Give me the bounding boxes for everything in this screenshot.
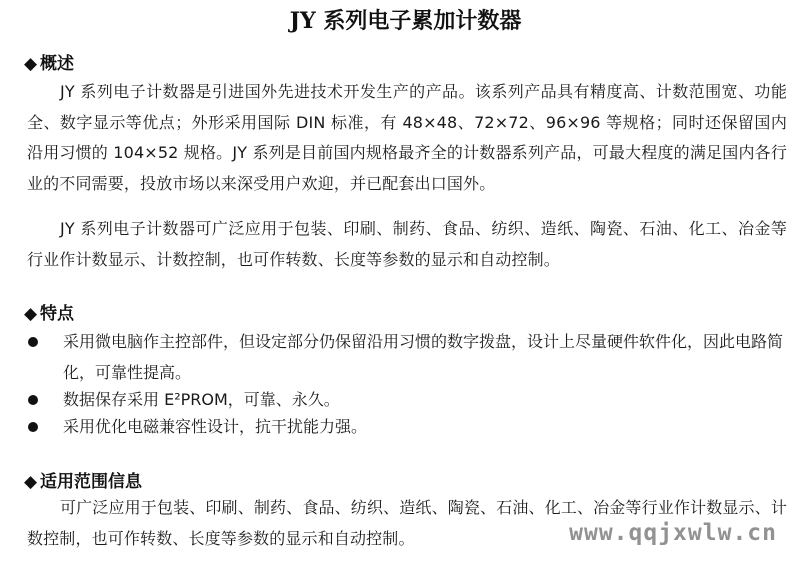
diamond-bullet-icon: ◆ [24, 472, 38, 492]
features-heading [24, 302, 74, 326]
feature-item [28, 385, 788, 416]
bullet-dot-icon [28, 337, 38, 347]
feature-item-text: 采用优化电磁兼容性设计，抗干扰能力强。 [63, 417, 368, 436]
feature-item [28, 412, 788, 443]
overview-heading-text: 概述 [40, 54, 74, 74]
features-heading-text: 特点 [40, 304, 74, 324]
diamond-bullet-icon: ◆ [24, 304, 38, 324]
applications-heading [24, 470, 142, 494]
applications-paragraph: 可广泛应用于包装、印刷、制药、食品、纺织、造纸、陶瓷、石油、化工、冶金等行业作计数显示、计数控制，也可作转数、长度等参数的显示和自动控制。 [27, 498, 787, 548]
diamond-bullet-icon: ◆ [24, 54, 38, 74]
bullet-dot-icon [28, 395, 38, 405]
overview-heading [24, 52, 74, 76]
feature-item-text: 采用微电脑作主控部件，但设定部分仍保留沿用习惯的数字拨盘，设计上尽量硬件软件化，因此电路简化，可靠性提高。 [63, 332, 784, 382]
overview-paragraph-1: JY 系列电子计数器是引进国外先进技术开发生产的产品。该系列产品具有精度高、计数范围宽、功能全、数字显示等优点；外形采用国际 DIN 标准，有 48×48、72×72、96×96 等规格；同时还保留国内沿用习惯的 104×52 规格。JY 系列是目前国内规格最齐全的计数器系列产品，可最大程度的满足国内各行业的不同需要，投放市场以来深受用户欢迎，并已配套出口国外。 [27, 82, 787, 193]
bullet-dot-icon [28, 422, 38, 432]
feature-item-text: 数据保存采用 E²PROM，可靠、永久。 [63, 390, 340, 409]
site-watermark: www.qqjxwlw.cn [569, 520, 777, 546]
document-title: JY 系列电子累加计数器 [289, 8, 522, 34]
applications-heading-text: 适用范围信息 [40, 472, 142, 492]
overview-paragraph-2: JY 系列电子计数器可广泛应用于包装、印刷、制药、食品、纺织、造纸、陶瓷、石油、化工、冶金等行业作计数显示、计数控制，也可作转数、长度等参数的显示和自动控制。 [27, 219, 787, 269]
feature-item [28, 327, 788, 388]
